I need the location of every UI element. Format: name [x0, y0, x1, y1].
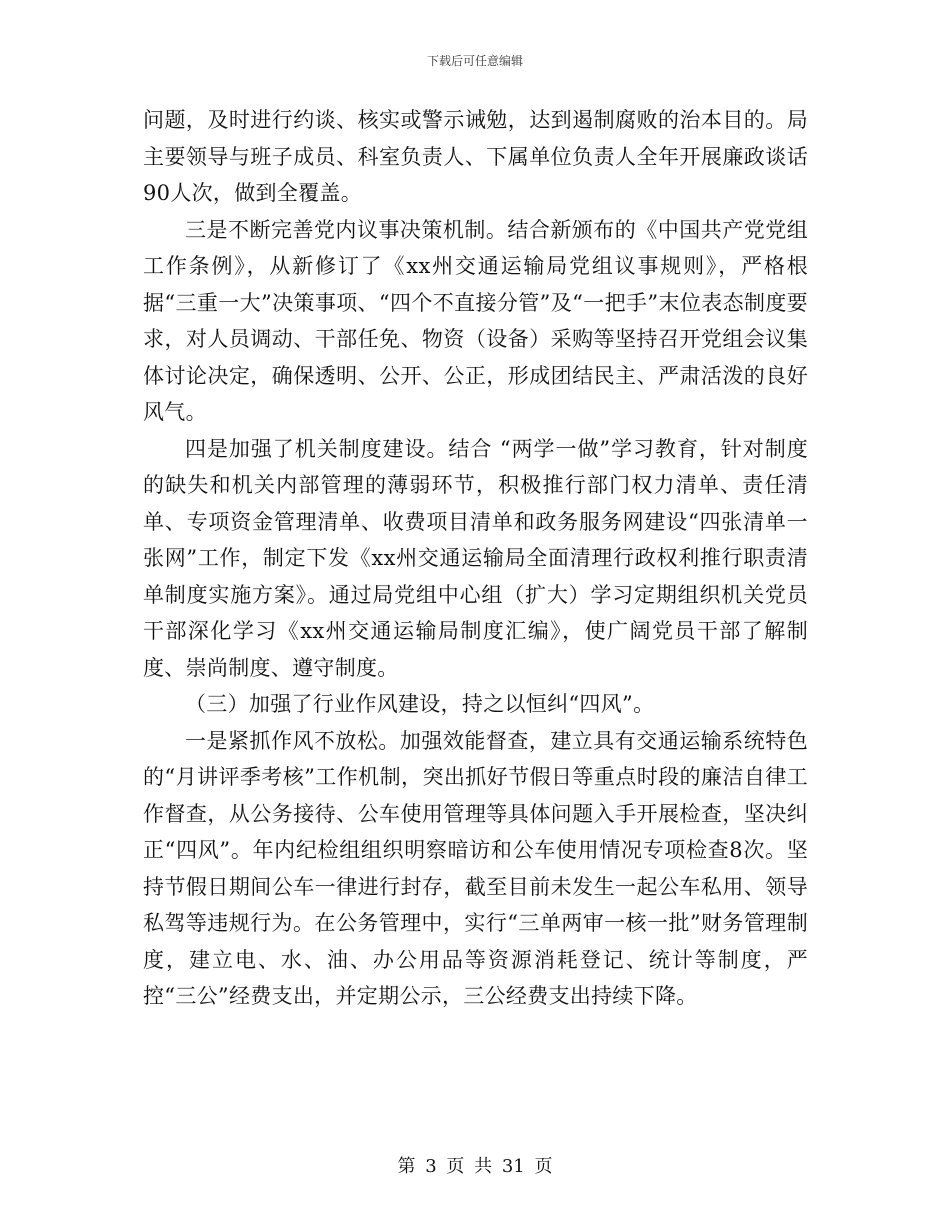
- page-footer: 第 3 页 共 31 页: [397, 1156, 553, 1177]
- document-body: [143, 102, 808, 1015]
- paragraph-2: 三是不断完善党内议事决策机制。结合新颁布的《中国共产党党组工作条例》，从新修订了《xx州交通运输局党组议事规则》，严格根据“三重一大”决策事项、“四个不直接分管”及“一把手”末位表态制度要求，对人员调动、干部任免、物资（设备）采购等坚持召开党组会议集体讨论决定，确保透明、公开、公正，形成团结民主、严肃活泼的良好风气。: [143, 217, 808, 424]
- section-heading: （三）加强了行业作风建设，持之以恒纠“四风”。: [185, 692, 655, 716]
- paragraph-4: 一是紧抓作风不放松。加强效能督查，建立具有交通运输系统特色的“月讲评季考核”工作机制，突出抓好节假日等重点时段的廉洁自律工作督查，从公务接待、公车使用管理等具体问题入手开展检查，坚决纠正“四风”。年内纪检组组织明察暗访和公车使用情况专项检查8次。坚持节假日期间公车一律进行封存，截至目前未发生一起公车私用、领导私驾等违规行为。在公务管理中，实行“三单两审一核一批”财务管理制度，建立电、水、油、办公用品等资源消耗登记、统计等制度，严控“三公”经费支出，并定期公示，三公经费支出持续下降。: [143, 728, 808, 1008]
- paragraph-1: 问题，及时进行约谈、核实或警示诫勉，达到遏制腐败的治本目的。局主要领导与班子成员、科室负责人、下属单位负责人全年开展廉政谈话90人次，做到全覆盖。: [143, 108, 808, 205]
- page-header: 下载后可任意编辑: [426, 54, 523, 68]
- paragraph-3: 四是加强了机关制度建设。结合 “两学一做”学习教育，针对制度的缺失和机关内部管理的薄弱环节，积极推行部门权力清单、责任清单、专项资金管理清单、收费项目清单和政务服务网建设“四张清单一张网”工作，制定下发《xx州交通运输局全面清理行政权利推行职责清单制度实施方案》。通过局党组中心组（扩大）学习定期组织机关党员干部深化学习《xx州交通运输局制度汇编》，使广阔党员干部了解制度、崇尚制度、遵守制度。: [143, 436, 808, 680]
